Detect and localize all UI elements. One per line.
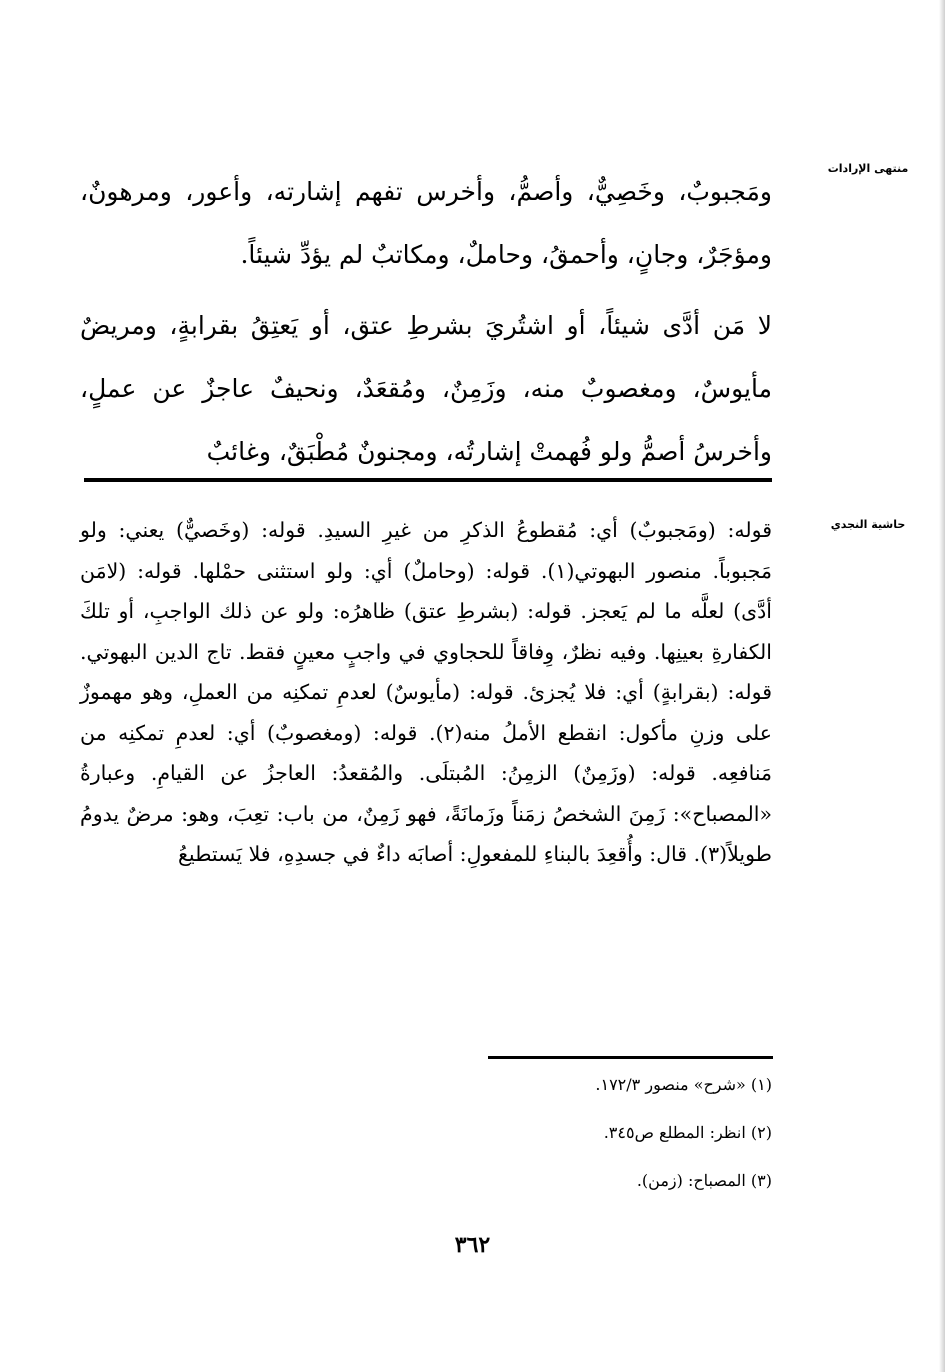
commentary-section	[80, 510, 772, 875]
footnote-2: (٢) انظر: المطلع ص٣٤٥.	[603, 1123, 772, 1142]
main-paragraph-2: لا مَن أدَّى شيئاً، أو اشتُريَ بشرطِ عتق، أو يَعتِقُ بقرابةٍ، ومريضٌ مأيوسٌ، ومغصوبٌ منه، وزَمِنٌ، ومُقعَدٌ، ونحيفٌ عاجزٌ عن عملٍ، وأخرسُ أصمُّ ولو فُهمتْ إشارتُه، ومجنونٌ مُطْبَقٌ، وغائبٌ	[80, 311, 772, 466]
footnotes	[300, 1075, 772, 1219]
section-divider	[84, 478, 772, 482]
main-paragraph-1: ومَجبوبٌ، وخَصِيٌّ، وأصمُّ، وأخرس تفهم إشارته، وأعور، ومرهونٌ، ومؤجَرٌ، وجانٍ، وأحمقُ، وحاملٌ، ومكاتبٌ لم يؤدِّ شيئاً.	[80, 177, 772, 269]
page-edge-shadow	[939, 0, 945, 1372]
footnote-1: (١) «شرح» منصور ١٧٢/٣.	[595, 1075, 772, 1094]
commentary-paragraph: قوله: (ومَجبوبٌ) أي: مُقطوعُ الذكرِ من غيرِ السيدِ. قوله: (وخَصيٌّ) يعني: ولو مَجبوباً. منصور البهوتي(١). قوله: (وحاملٌ) أي: ولو استثنى حمْلها. قوله: (لامَن أدَّى) لعلَّه ما لم يَعجز. قوله: (بشرطِ عتق) ظاهرُه: ولو عن ذلك الواجبِ، أو تلكَ الكفارةِ بعينِها. وفيه نظرٌ، وِفاقاً للحجاوي في واجبٍ معينٍ فقط. تاج الدين البهوتي. قوله: (بقرابةٍ) أي: فلا يُجزئ. قوله: (مأيوسٌ) لعدمِ تمكنِه من العملِ، وهو مهموزٌ على وزنِ مأكول: انقطع الأملُ منه(٢). قوله: (ومغصوبٌ) أي: لعدمِ تمكنِه من مَنافعِه. قوله: (وزَمِنٌ) الزمِنُ: المُبتلَى. والمُقعدُ: العاجزُ عن القيامِ. وعبارةُ «المصباح»: زَمِنَ الشخصُ زمَناً وزَمانَةً، فهو زَمِنٌ، من باب: تعِبَ، وهو: مرضٌ يدومُ طويلاً(٣). قال: وأُقعِدَ بالبناءِ للمفعولِ: أصابَه داءٌ في جسدِهِ، فلا يَستطيعُ	[80, 518, 772, 866]
main-text-label: منتهى الإرادات	[827, 162, 909, 175]
main-text	[80, 160, 772, 483]
footnote-3: (٣) المصباح: (زمن).	[636, 1171, 772, 1190]
commentary-label: حاشية النجدي	[830, 518, 906, 531]
page-number: ٣٦٢	[454, 1232, 491, 1258]
footnote-rule	[488, 1056, 773, 1059]
